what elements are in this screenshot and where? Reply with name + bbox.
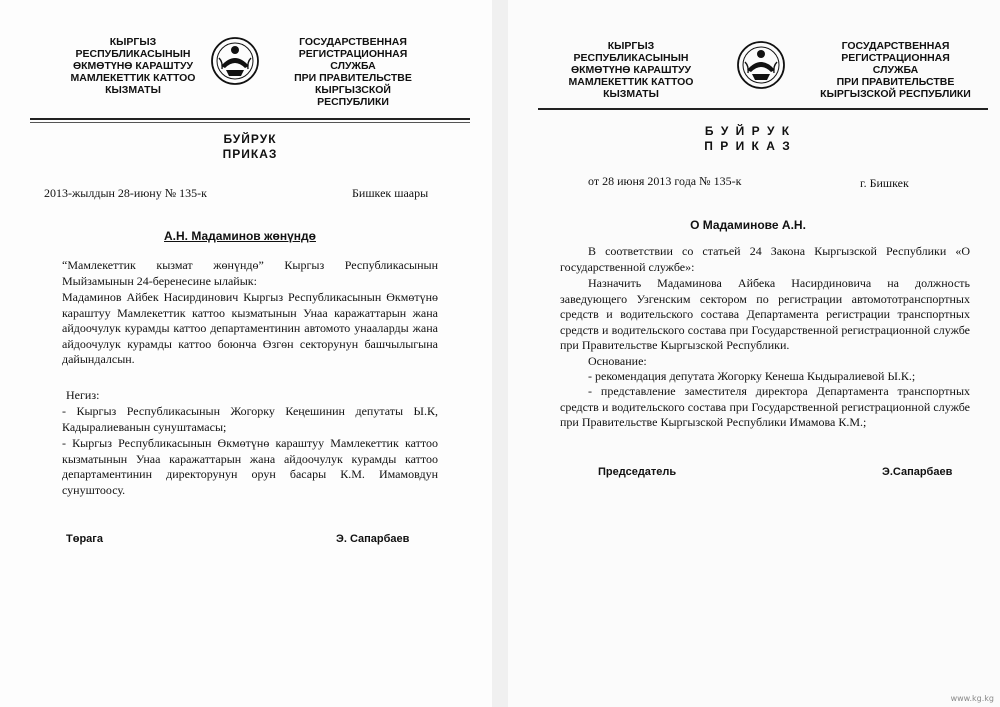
page-gutter: [492, 0, 508, 707]
org-line: РЕГИСТРАЦИОННАЯ: [841, 52, 950, 64]
preamble-text: “Мамлекеттик кызмат жөнүндө” Кыргыз Республикасынын Мыйзамынын 24-беренесине ылайык:: [62, 258, 438, 288]
org-name-russian: [808, 40, 983, 100]
signatory-name: Э. Сапарбаев: [336, 533, 410, 545]
org-line: КЫРГЫЗСКОЙ: [315, 84, 391, 96]
org-name-kyrgyz: [58, 36, 208, 96]
org-line: КЫЗМАТЫ: [603, 88, 659, 100]
preamble-paragraph: [62, 258, 438, 289]
order-subject: О Мадаминове А.Н.: [690, 218, 806, 232]
org-line: ПРИ ПРАВИТЕЛЬСТВЕ: [294, 72, 412, 84]
org-line: КЫРГЫЗ: [607, 40, 655, 52]
org-line: РЕСПУБЛИКАСЫНЫН: [75, 48, 191, 60]
org-line: КЫРГЫЗСКОЙ РЕСПУБЛИКИ: [820, 88, 971, 100]
document-page-russian: [508, 0, 1000, 707]
basis-label: Основание:: [588, 354, 647, 368]
signatory-title: Төрага: [66, 533, 103, 545]
title-russian: П Р И К А З: [704, 139, 792, 153]
org-line: ГОСУДАРСТВЕННАЯ: [841, 40, 950, 52]
basis-item-1: - Кыргыз Республикасынын Жогорку Кеңешинин депутаты Ы.К, Кадыралиеванын сунуштамасы;: [62, 404, 438, 434]
state-emblem-icon: [210, 36, 260, 86]
order-date-number: от 28 июня 2013 года № 135-к: [588, 174, 742, 188]
title-kyrgyz: БУЙРУК: [223, 132, 277, 146]
signatory-title: Председатель: [598, 466, 677, 478]
basis-item-2: - Кыргыз Республикасынын Өкмөтүнө караштуу Мамлекеттик каттоо кызматынын Унаа каражаттарын жана айдоочулук курамды каттоо департаментинин директорунун орун басары К.М. Имамовдун сунуштоосу.: [62, 436, 438, 497]
basis-item-2: - представление заместителя директора Департамента транспортных средств и водительского состава при Государственной регистрационной службе при Правительстве Кыргызской Республики Имамова К.М.;: [560, 384, 970, 429]
header-divider: [538, 108, 988, 110]
org-line: ГОСУДАРСТВЕННАЯ: [299, 36, 407, 48]
header-divider-thin: [30, 122, 470, 123]
document-page-kyrgyz: [0, 0, 492, 707]
org-line: ӨКМӨТҮНӨ КАРАШТУУ: [570, 64, 692, 76]
org-line: РЕСПУБЛИКАСЫНЫН: [573, 52, 689, 64]
basis-item-1: - рекомендация депутата Жогорку Кенеша Кыдыралиевой Ы.К.;: [588, 369, 916, 383]
order-subject: А.Н. Мадаминов жөнүндө: [164, 229, 316, 243]
org-line: МАМЛЕКЕТТИК КАТТОО: [568, 76, 694, 88]
order-paragraph: Назначить Мадаминова Айбека Насирдиновича на должность заведующего Узгенским сектором по регистрации автомототранспортных средств и водительского состава Департамента регистрации транспортных средств и водительского состава при Государственной регистрационной службе при Правительстве Кыргызской Республики.: [560, 276, 970, 352]
title-russian: ПРИКАЗ: [222, 147, 278, 161]
org-line: РЕГИСТРАЦИОННАЯ: [298, 48, 408, 60]
org-line: КЫЗМАТЫ: [105, 84, 161, 96]
org-line: СЛУЖБА: [872, 64, 919, 76]
title-kyrgyz: Б У Й Р У К: [704, 124, 792, 138]
signatory-name: Э.Сапарбаев: [882, 466, 953, 478]
org-line: РЕСПУБЛИКИ: [317, 96, 389, 108]
org-name-kyrgyz: [556, 40, 706, 100]
org-line: МАМЛЕКЕТТИК КАТТОО: [70, 72, 196, 84]
order-date-number: 2013-жылдын 28-июну № 135-к: [44, 186, 208, 200]
order-paragraph: [62, 290, 438, 368]
org-line: КЫРГЫЗ: [109, 36, 157, 48]
basis-label: Негиз:: [66, 388, 100, 402]
preamble-paragraph: В соответствии со статьей 24 Закона Кыргызской Республики «О государственной службе»:: [560, 244, 970, 274]
header-divider: [30, 118, 470, 120]
state-emblem-icon: [736, 40, 786, 90]
org-line: СЛУЖБА: [330, 60, 376, 72]
order-place: г. Бишкек: [860, 176, 909, 190]
org-line: ӨКМӨТҮНӨ КАРАШТУУ: [72, 60, 194, 72]
org-name-russian: [268, 36, 438, 108]
order-place: Бишкек шаары: [352, 186, 429, 200]
document-title: [150, 132, 350, 162]
org-line: ПРИ ПРАВИТЕЛЬСТВЕ: [836, 76, 955, 88]
watermark-text: www.kg.kg: [950, 694, 994, 703]
order-text: Мадаминов Айбек Насирдинович Кыргыз Республикасынын Өкмөтүнө караштуу Мамлекеттик каттоо кызматынын Унаа каражаттарын жана айдоочулук курамды каттоо департаментинин автомото унааларды жана айдоочулук курамды каттоо боюнча Өзгөн секторунун башчылыгына дайындалсын.: [62, 290, 438, 366]
document-title: [648, 124, 848, 154]
